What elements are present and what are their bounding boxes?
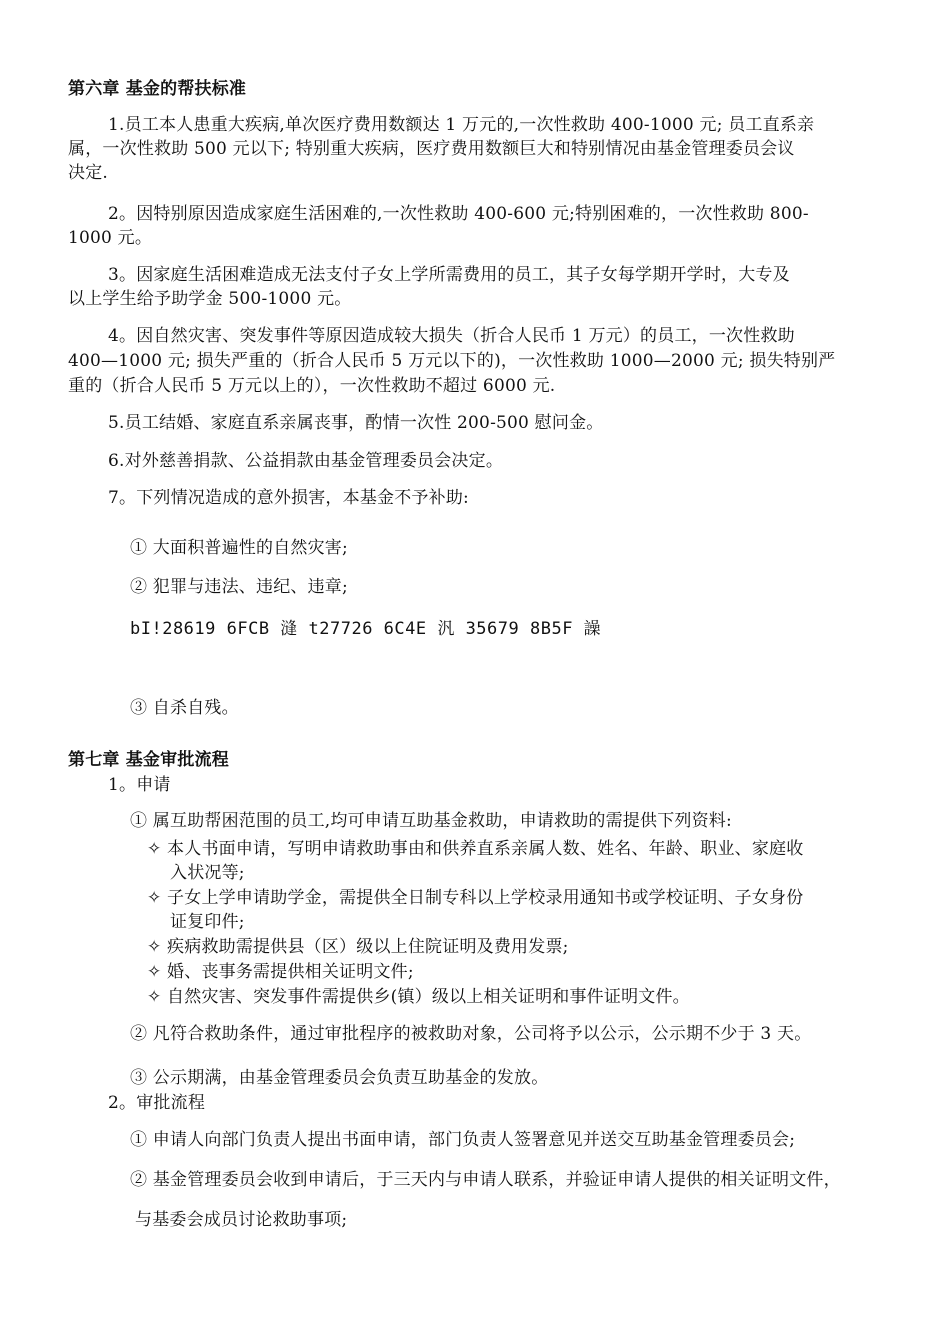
item-7: 7。下列情况造成的意外损害，本基金不予补助: — [108, 488, 469, 508]
item-4-line-3: 重的（折合人民币 5 万元以上的），一次性救助不超过 6000 元. — [68, 376, 556, 396]
application-item-2: ② 凡符合救助条件，通过审批程序的被救助对象，公司将予以公示，公示期不少于 3 天。 — [130, 1024, 812, 1044]
approval-item-2: ② 基金管理委员会收到申请后，于三天内与申请人联系，并验证申请人提供的相关证明文件， — [130, 1170, 841, 1190]
item-1-line-1: 1.员工本人患重大疾病,单次医疗费用数额达 1 万元的,一次性救助 400-1000 元; 员工直系亲 — [108, 115, 815, 135]
bullet-5: ✧ 自然灾害、突发事件需提供乡(镇）级以上相关证明和事件证明文件。 — [147, 987, 690, 1007]
application-item-3: ③ 公示期满，由基金管理委员会负责互助基金的发放。 — [130, 1068, 549, 1088]
bullet-4: ✧ 婚、丧事务需提供相关证明文件; — [147, 962, 414, 982]
section-2-heading: 2。审批流程 — [108, 1093, 206, 1113]
item-4-line-1: 4。因自然灾害、突发事件等原因造成较大损失（折合人民币 1 万元）的员工，一次性救助 — [108, 326, 795, 346]
exclusion-3: ③ 自杀自残。 — [130, 698, 239, 718]
item-3-line-2: 以上学生给予助学金 500-1000 元。 — [68, 289, 352, 309]
application-item-1: ① 属互助帮困范围的员工,均可申请互助基金救助，申请救助的需提供下列资料: — [130, 811, 732, 831]
item-2-line-1: 2。因特别原因造成家庭生活困难的,一次性救助 400-600 元;特别困难的，一次性救助 800- — [108, 204, 809, 224]
item-4-line-2: 400—1000 元; 损失严重的（折合人民币 5 万元以下的)，一次性救助 1000—2000 元; 损失特别严 — [68, 351, 836, 371]
item-1-line-2: 属，一次性救助 500 元以下; 特别重大疾病，医疗费用数额巨大和特别情况由基金管理委员会议 — [68, 139, 795, 159]
item-2-line-2: 1000 元。 — [68, 228, 153, 248]
bullet-3: ✧ 疾病救助需提供县（区）级以上住院证明及费用发票; — [147, 937, 569, 957]
bullet-1: ✧ 本人书面申请，写明申请救助事由和供养直系亲属人数、姓名、年龄、职业、家庭收 — [147, 839, 804, 859]
approval-item-1: ① 申请人向部门负责人提出书面申请，部门负责人签署意见并送交互助基金管理委员会; — [130, 1130, 796, 1150]
item-1-line-3: 决定. — [68, 163, 109, 183]
approval-item-2-cont: 与基委会成员讨论救助事项; — [135, 1210, 348, 1230]
garbled-text-line: bI!28619 6FCB 漨 t27726 6C4E 汎 35679 8B5F 譟 — [130, 619, 602, 639]
item-5: 5.员工结婚、家庭直系亲属丧事，酌情一次性 200-500 慰问金。 — [108, 413, 604, 433]
section-1-heading: 1。申请 — [108, 775, 171, 795]
chapter-7-title: 第七章 基金审批流程 — [68, 750, 229, 770]
item-6: 6.对外慈善捐款、公益捐款由基金管理委员会决定。 — [108, 451, 504, 471]
item-3-line-1: 3。因家庭生活困难造成无法支付子女上学所需费用的员工，其子女每学期开学时，大专及 — [108, 265, 790, 285]
bullet-1-cont: 入状况等; — [170, 863, 245, 883]
bullet-2: ✧ 子女上学申请助学金，需提供全日制专科以上学校录用通知书或学校证明、子女身份 — [147, 888, 804, 908]
bullet-2-cont: 证复印件; — [170, 912, 245, 932]
exclusion-1: ① 大面积普遍性的自然灾害; — [130, 538, 348, 558]
exclusion-2: ② 犯罪与违法、违纪、违章; — [130, 577, 348, 597]
chapter-6-title: 第六章 基金的帮扶标准 — [68, 79, 247, 99]
